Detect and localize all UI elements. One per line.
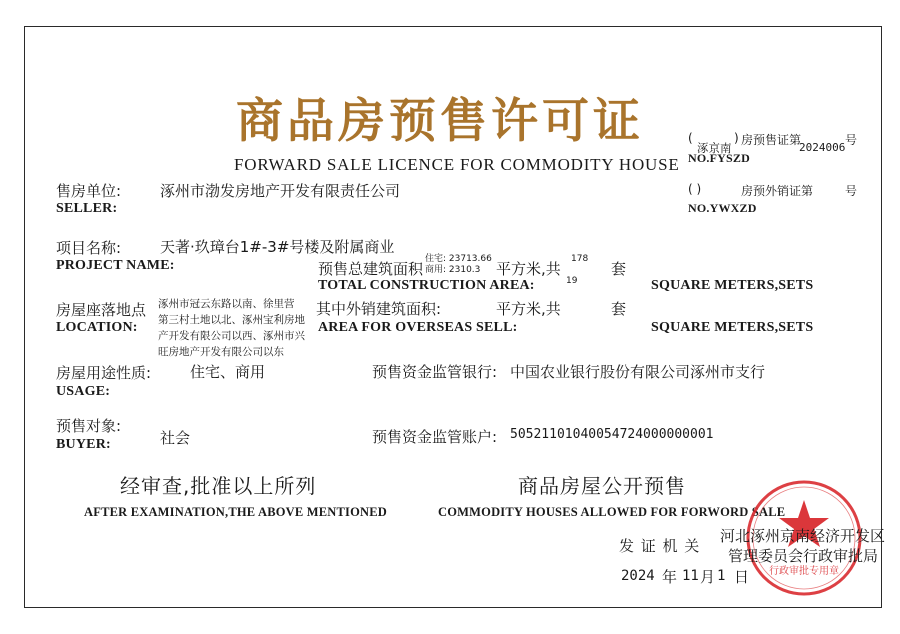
buyer-value: 社会 bbox=[160, 429, 191, 447]
location-line-1: 涿州市冠云东路以南、徐里营 bbox=[158, 298, 295, 310]
location-label-cn: 房屋座落地点 bbox=[56, 301, 147, 319]
presale-cert-paren-open: ( bbox=[688, 131, 693, 145]
bank-label: 预售资金监管银行: bbox=[372, 363, 498, 381]
overseas-area-units-en: SQUARE METERS,SETS bbox=[651, 320, 814, 335]
buyer-label-en: BUYER: bbox=[56, 437, 111, 452]
location-label-en: LOCATION: bbox=[56, 320, 138, 335]
date-year: 2024 bbox=[621, 568, 655, 584]
issuer-line-1: 河北涿州京南经济开发区 bbox=[720, 527, 886, 545]
usage-label-cn: 房屋用途性质: bbox=[56, 364, 152, 382]
presale-cert-code: NO.FYSZD bbox=[688, 151, 750, 165]
overseas-area-label-en: AREA FOR OVERSEAS SELL: bbox=[318, 320, 518, 335]
approval-left-cn: 经审查,批准以上所列 bbox=[120, 474, 317, 498]
date-month: 11 bbox=[682, 568, 699, 584]
presale-cert-prefix: 涿京南 bbox=[697, 141, 732, 155]
overseas-area-label: 其中外销建筑面积: bbox=[316, 300, 442, 318]
account-value: 50521101040054724000000001 bbox=[510, 427, 714, 442]
presale-area-label-en: TOTAL CONSTRUCTION AREA: bbox=[318, 278, 535, 293]
approval-left-en: AFTER EXAMINATION,THE ABOVE MENTIONED bbox=[84, 505, 388, 519]
presale-area-units-en: SQUARE METERS,SETS bbox=[651, 278, 814, 293]
overseas-cert-code: NO.YWXZD bbox=[688, 201, 757, 215]
presale-cert-label: 房预售证第 bbox=[741, 133, 802, 147]
bank-value: 中国农业银行股份有限公司涿州市支行 bbox=[510, 363, 766, 381]
seal-inner-text: 行政审批专用章 bbox=[769, 566, 839, 577]
presale-cert-number: 2024006 bbox=[799, 141, 846, 154]
overseas-area-unit: 平方米,共 bbox=[496, 300, 561, 318]
title-en: FORWARD SALE LICENCE FOR COMMODITY HOUSE bbox=[234, 155, 680, 174]
presale-area-residential: 住宅: 23713.66 bbox=[425, 254, 492, 264]
account-label: 预售资金监管账户: bbox=[372, 428, 498, 446]
project-value: 天著·玖璋台1#-3#号楼及附属商业 bbox=[160, 238, 395, 256]
project-label-cn: 项目名称: bbox=[56, 239, 122, 257]
title-cn: 商品房预售许可证 bbox=[236, 94, 644, 149]
issuer-label: 发 证 机 关 bbox=[619, 537, 701, 555]
usage-value: 住宅、商用 bbox=[190, 363, 266, 381]
approval-right-en: COMMODITY HOUSES ALLOWED FOR FORWORD SALE bbox=[438, 505, 786, 519]
presale-cert-suffix: 号 bbox=[845, 133, 858, 147]
date-year-unit: 年 bbox=[662, 568, 678, 586]
issuer-line-2: 管理委员会行政审批局 bbox=[728, 547, 879, 565]
overseas-cert-suffix: 号 bbox=[845, 184, 858, 198]
location-line-2: 第三村土地以北、涿州宝利房地 bbox=[158, 314, 305, 326]
approval-right-cn: 商品房屋公开预售 bbox=[518, 474, 686, 498]
presale-cert-paren-close: ) bbox=[734, 131, 739, 145]
presale-area-label: 预售总建筑面积 bbox=[318, 260, 424, 278]
presale-sets-extra: 19 bbox=[566, 276, 578, 286]
presale-sets-count: 178 bbox=[571, 254, 589, 264]
overseas-cert-label: 房预外销证第 bbox=[741, 184, 814, 198]
overseas-sets-unit: 套 bbox=[611, 300, 627, 318]
overseas-cert-paren: ( ) bbox=[688, 182, 702, 196]
seller-value: 涿州市渤发房地产开发有限责任公司 bbox=[160, 182, 401, 200]
usage-label-en: USAGE: bbox=[56, 384, 111, 399]
location-line-4: 旺房地产开发有限公司以东 bbox=[158, 346, 284, 358]
seller-label-en: SELLER: bbox=[56, 201, 118, 216]
project-label-en: PROJECT NAME: bbox=[56, 258, 175, 273]
date-day: 1 bbox=[717, 568, 726, 584]
presale-area-commercial: 商用: 2310.3 bbox=[425, 265, 481, 275]
presale-sets-unit: 套 bbox=[611, 260, 627, 278]
date-day-unit: 日 bbox=[734, 568, 750, 586]
presale-area-unit: 平方米,共 bbox=[496, 260, 561, 278]
buyer-label-cn: 预售对象: bbox=[56, 417, 122, 435]
date-month-unit: 月 bbox=[700, 568, 716, 586]
seller-label-cn: 售房单位: bbox=[56, 182, 122, 200]
location-line-3: 产开发有限公司以西、涿州市兴 bbox=[158, 330, 305, 342]
